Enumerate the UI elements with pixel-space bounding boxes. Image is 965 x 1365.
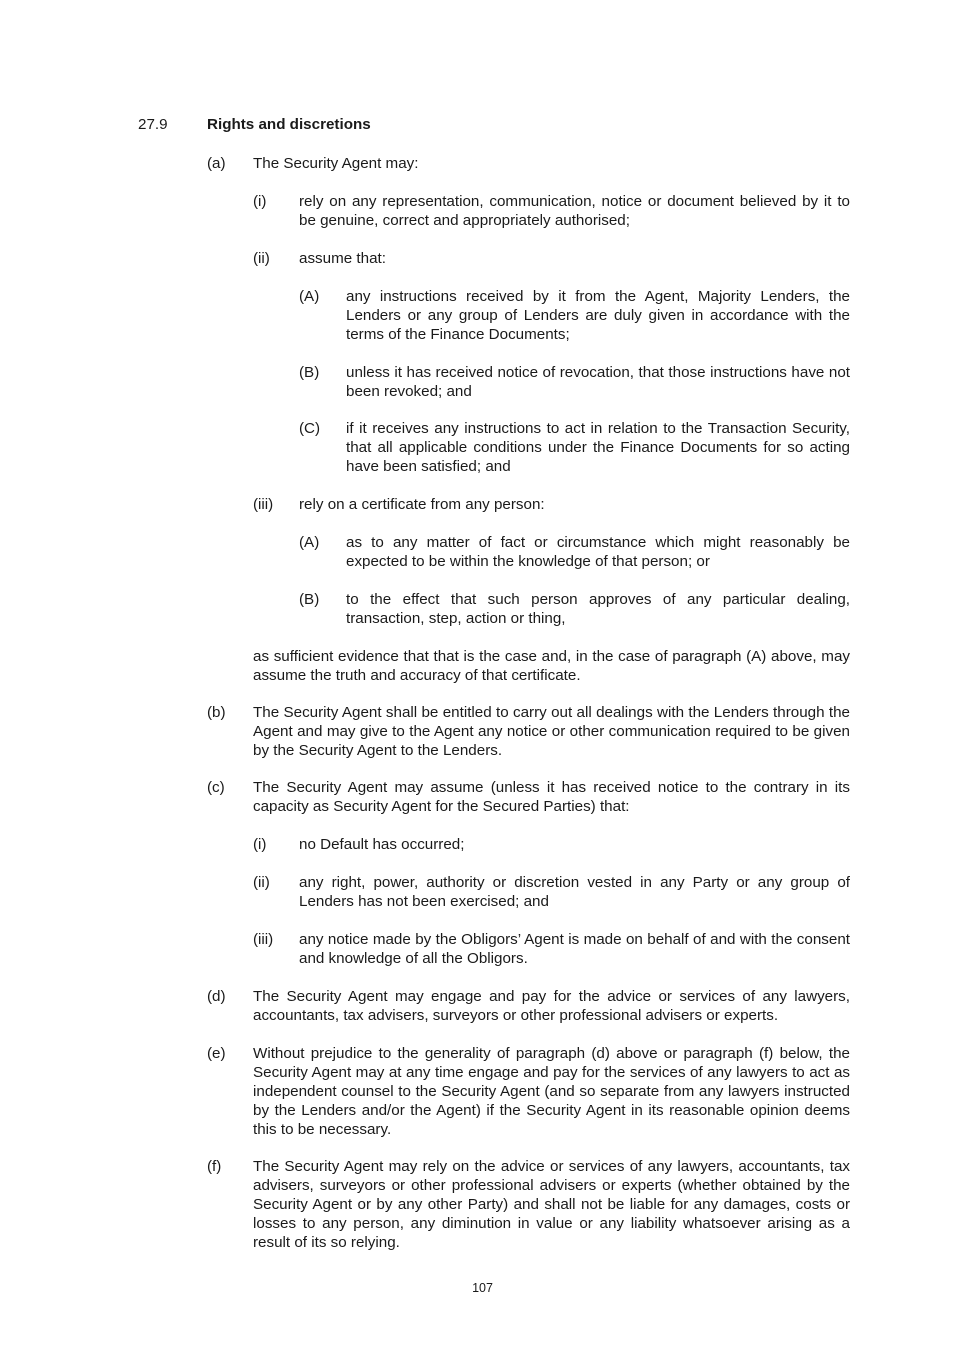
clause-text: The Security Agent may assume (unless it has received notice to the contrary in its capacity as Security Agent for the Secured Parties) that: (253, 779, 850, 815)
clause-label: (ii) (253, 874, 270, 891)
clause-text: any instructions received by it from the Agent, Majority Lenders, the Lenders or any group of Lenders are duly given in accordance with the terms of the Finance Documents; (346, 288, 850, 343)
clause-a-iii-A (299, 533, 850, 571)
clause-text: any right, power, authority or discretion vested in any Party or any group of Lenders has not been exercised; and (299, 874, 850, 910)
clause-text: The Security Agent may rely on the advice or services of any lawyers, accountants, tax advisers, surveyors or other professional advisers or experts (whether obtained by the Security Agent or by any other Party) and shall not be liable for any damages, costs or losses to any person, any diminution in value or any liability whatsoever arising as a result of its so relying. (253, 1158, 850, 1251)
clause-c-ii (253, 873, 850, 911)
clause-label: (i) (253, 836, 267, 853)
clause-label: (b) (207, 704, 226, 721)
clause-label: (B) (299, 591, 320, 608)
clause-e (207, 1044, 850, 1139)
clause-f (207, 1157, 850, 1252)
clause-text: any notice made by the Obligors’ Agent is made on behalf of and with the consent and knowledge of all the Obligors. (299, 931, 850, 967)
clause-a-iii (253, 495, 850, 514)
clause-text: unless it has received notice of revocation, that those instructions have not been revoked; and (346, 364, 850, 400)
clause-a-i (253, 192, 850, 230)
clause-label: (ii) (253, 250, 270, 267)
page-number: 107 (472, 1281, 493, 1295)
clause-label: (A) (299, 534, 320, 551)
clause-a-tail: as sufficient evidence that that is the case and, in the case of paragraph (A) above, may assume the truth and accuracy of that certificate. (253, 648, 850, 684)
clause-label: (C) (299, 420, 321, 437)
clause-a-ii-C (299, 419, 850, 476)
clause-label: (iii) (253, 931, 274, 948)
clause-label: (f) (207, 1158, 222, 1175)
clause-label: (A) (299, 288, 320, 305)
clause-text: to the effect that such person approves of any particular dealing, transaction, step, action or thing, (346, 591, 850, 627)
section-number: 27.9 (138, 116, 168, 133)
clause-text: if it receives any instructions to act in relation to the Transaction Security, that all applicable conditions under the Finance Documents for so acting have been satisfied; and (346, 420, 850, 475)
clause-text: The Security Agent may: (253, 155, 419, 172)
clause-text: as to any matter of fact or circumstance which might reasonably be expected to be within the knowledge of that person; or (346, 534, 850, 570)
clause-text: The Security Agent may engage and pay for the advice or services of any lawyers, accountants, tax advisers, surveyors or other professional advisers or experts. (253, 988, 850, 1024)
clause-a-iii-B (299, 590, 850, 628)
clause-c (207, 778, 850, 816)
clause-d (207, 987, 850, 1025)
clause-label: (d) (207, 988, 226, 1005)
clause-label: (iii) (253, 496, 274, 513)
clause-a-ii-B (299, 363, 850, 401)
clause-text: assume that: (299, 250, 386, 267)
clause-b (207, 703, 850, 760)
clause-label: (a) (207, 155, 226, 172)
clause-a-ii (253, 249, 850, 268)
section-title: Rights and discretions (207, 116, 371, 133)
clause-label: (e) (207, 1045, 226, 1062)
clause-text: rely on a certificate from any person: (299, 496, 545, 513)
clause-c-iii (253, 930, 850, 968)
clause-c-i (253, 835, 850, 854)
clause-text: rely on any representation, communication, notice or document believed by it to be genuine, correct and appropriately authorised; (299, 193, 850, 229)
clause-label: (i) (253, 193, 267, 210)
clause-text: no Default has occurred; (299, 836, 465, 853)
clause-a-ii-A (299, 287, 850, 344)
clause-text: Without prejudice to the generality of paragraph (d) above or paragraph (f) below, the Security Agent may at any time engage and pay for the services of any lawyers to act as independent counsel to the Security Agent (and so separate from any lawyers instructed by the Lenders and/or the Agent) if the Security Agent in its reasonable opinion deems this to be necessary. (253, 1045, 850, 1138)
clause-label: (c) (207, 779, 225, 796)
clause-label: (B) (299, 364, 320, 381)
clause-a (207, 154, 850, 173)
clause-text: The Security Agent shall be entitled to carry out all dealings with the Lenders through the Agent and may give to the Agent any notice or other communication required to be given by the Security Agent to the Lenders. (253, 704, 850, 759)
